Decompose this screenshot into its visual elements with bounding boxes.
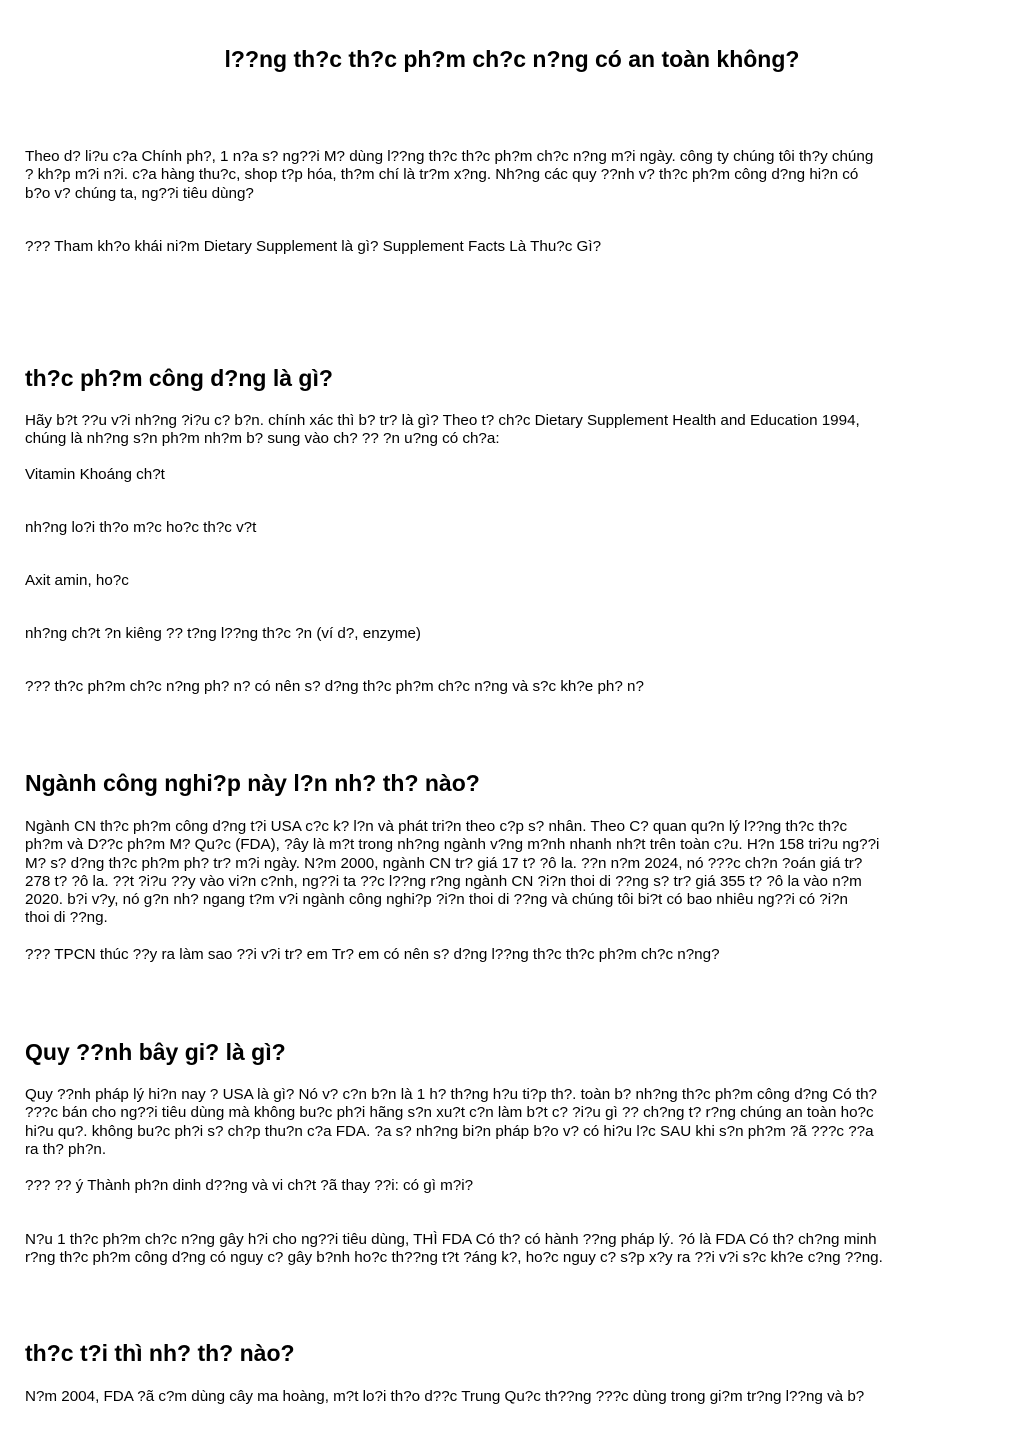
section-4-paragraph	[25, 1388, 1000, 1406]
section-heading-what-is: th?c ph?m công d?ng là gì?	[25, 365, 333, 391]
section-3-paragraph-2	[25, 1231, 1000, 1268]
list-item-herbs: nh?ng lo?i th?o m?c ho?c th?c v?t	[25, 519, 257, 536]
section-2-line: 2020. b?i v?y, nó g?n nh? ngang t?m v?i ngành công nghi?p ?i?n thoi di ??ng và chúng tôi bi?t có bao nhiêu ng??i có ?i?n	[25, 891, 849, 909]
section-2-line: Ngành CN th?c ph?m công d?ng t?i USA c?c k? l?n và phát tri?n theo c?p s? nhân. Theo C? quan qu?n lý l??ng th?c th?c	[25, 818, 848, 835]
section-1-line: chúng là nh?ng s?n ph?m nh?m b? sung vào ch? ?? ?n u?ng có ch?a:	[25, 430, 500, 448]
section-2-paragraph	[25, 818, 1000, 928]
intro-line: ? kh?p m?i n?i. c?a hàng thu?c, shop t?p hóa, th?m chí là tr?m x?ng. Nh?ng các quy ??nh v? th?c ph?m công d?ng hi?n có	[25, 166, 859, 184]
list-item-amino-acid: Axit amin, ho?c	[25, 572, 129, 589]
section-heading-industry-size: Ngành công nghi?p này l?n nh? th? nào?	[25, 770, 480, 796]
section-1-line: Hãy b?t ??u v?i nh?ng ?i?u c? b?n. chính xác thì b? tr? là gì? Theo t? ch?c Dietary Supplement Health and Education 1994,	[25, 412, 860, 429]
section-3-line: r?ng th?c ph?m công d?ng có nguy c? gây b?nh ho?c th??ng t?t ?áng k?, ho?c nguy c? s?p x?y ra ??i v?i s?c kh?e c?ng ??ng.	[25, 1249, 883, 1267]
related-link-dietary-supplement[interactable]: ??? Tham kh?o khái ni?m Dietary Supplement là gì? Supplement Facts Là Thu?c Gì?	[25, 238, 602, 255]
intro-paragraph	[25, 148, 1000, 203]
section-3-line: hi?u qu?. không bu?c ph?i s? ch?p thu?n c?a FDA. ?a s? nh?ng bi?n pháp b?o v? có hi?u l?c SAU khi s?n ph?m ?ã ???c ??a	[25, 1122, 874, 1140]
section-2-line: ph?m và D??c ph?m M? Qu?c (FDA), ?ây là m?t trong nh?ng ngành v?ng m?nh nhanh nh?t trên toàn c?u. H?n 158 tri?u ng??i	[25, 836, 880, 854]
document-title: l??ng th?c th?c ph?m ch?c n?ng có an toàn không?	[224, 46, 800, 72]
intro-line: b?o v? chúng ta, ng??i tiêu dùng?	[25, 184, 254, 202]
related-link-women-health[interactable]: ??? th?c ph?m ch?c n?ng ph? n? có nên s? d?ng th?c ph?m ch?c n?ng và s?c kh?e ph? n?	[25, 678, 644, 695]
section-heading-reality: th?c t?i thì nh? th? nào?	[25, 1340, 295, 1366]
list-item-vitamin: Vitamin Khoáng ch?t	[25, 466, 165, 483]
section-2-line: 278 t? ?ô la. ??t ?i?u ??y vào vi?n c?nh, ng??i ta ??c l??ng r?ng ngành CN ?i?n thoi di ??ng s? tr? giá 355 t? ?ô la vào n?m	[25, 872, 862, 890]
section-4-line: N?m 2004, FDA ?ã c?m dùng cây ma hoàng, m?t lo?i th?o d??c Trung Qu?c th??ng ???c dùng trong gi?m tr?ng l??ng và b?	[25, 1388, 865, 1405]
section-3-paragraph	[25, 1086, 1000, 1159]
related-link-nutrition-facts[interactable]: ??? ?? ý Thành ph?n dinh d??ng và vi ch?t ?ã thay ??i: có gì m?i?	[25, 1177, 474, 1194]
related-link-children[interactable]: ??? TPCN thúc ??y ra làm sao ??i v?i tr? em Tr? em có nên s? d?ng l??ng th?c th?c ph?m ch?c n?ng?	[25, 946, 720, 963]
section-heading-regulation: Quy ??nh bây gi? là gì?	[25, 1039, 286, 1065]
section-3-line: ra th? ph?n.	[25, 1140, 107, 1158]
section-2-line: thoi di ??ng.	[25, 909, 108, 927]
section-1-paragraph	[25, 412, 1000, 449]
section-3-line: Quy ??nh pháp lý hi?n nay ? USA là gì? Nó v? c?n b?n là 1 h? th?ng h?u ti?p th?. toàn b? nh?ng th?c ph?m công d?ng Có th?	[25, 1086, 877, 1103]
section-3-line: N?u 1 th?c ph?m ch?c n?ng gây h?i cho ng??i tiêu dùng, THÌ FDA Có th? có hành ??ng pháp lý. ?ó là FDA Có th? ch?ng minh	[25, 1231, 877, 1248]
section-2-line: M? s? d?ng th?c ph?m ph? tr? m?i ngày. N?m 2000, ngành CN tr? giá 17 t? ?ô la. ??n n?m 2024, nó ???c ch?n ?oán giá tr?	[25, 854, 863, 872]
section-3-line: ???c bán cho ng??i tiêu dùng mà không bu?c ph?i hãng s?n xu?t c?n làm b?t c? ?i?u gì ?? ch?ng t? r?ng chúng an toàn ho?c	[25, 1104, 874, 1122]
list-item-dietary-substances: nh?ng ch?t ?n kiêng ?? t?ng l??ng th?c ?n (ví d?, enzyme)	[25, 625, 421, 642]
intro-line: Theo d? li?u c?a Chính ph?, 1 n?a s? ng??i M? dùng l??ng th?c th?c ph?m ch?c n?ng m?i ngày. công ty chúng tôi th?y chúng	[25, 148, 874, 165]
